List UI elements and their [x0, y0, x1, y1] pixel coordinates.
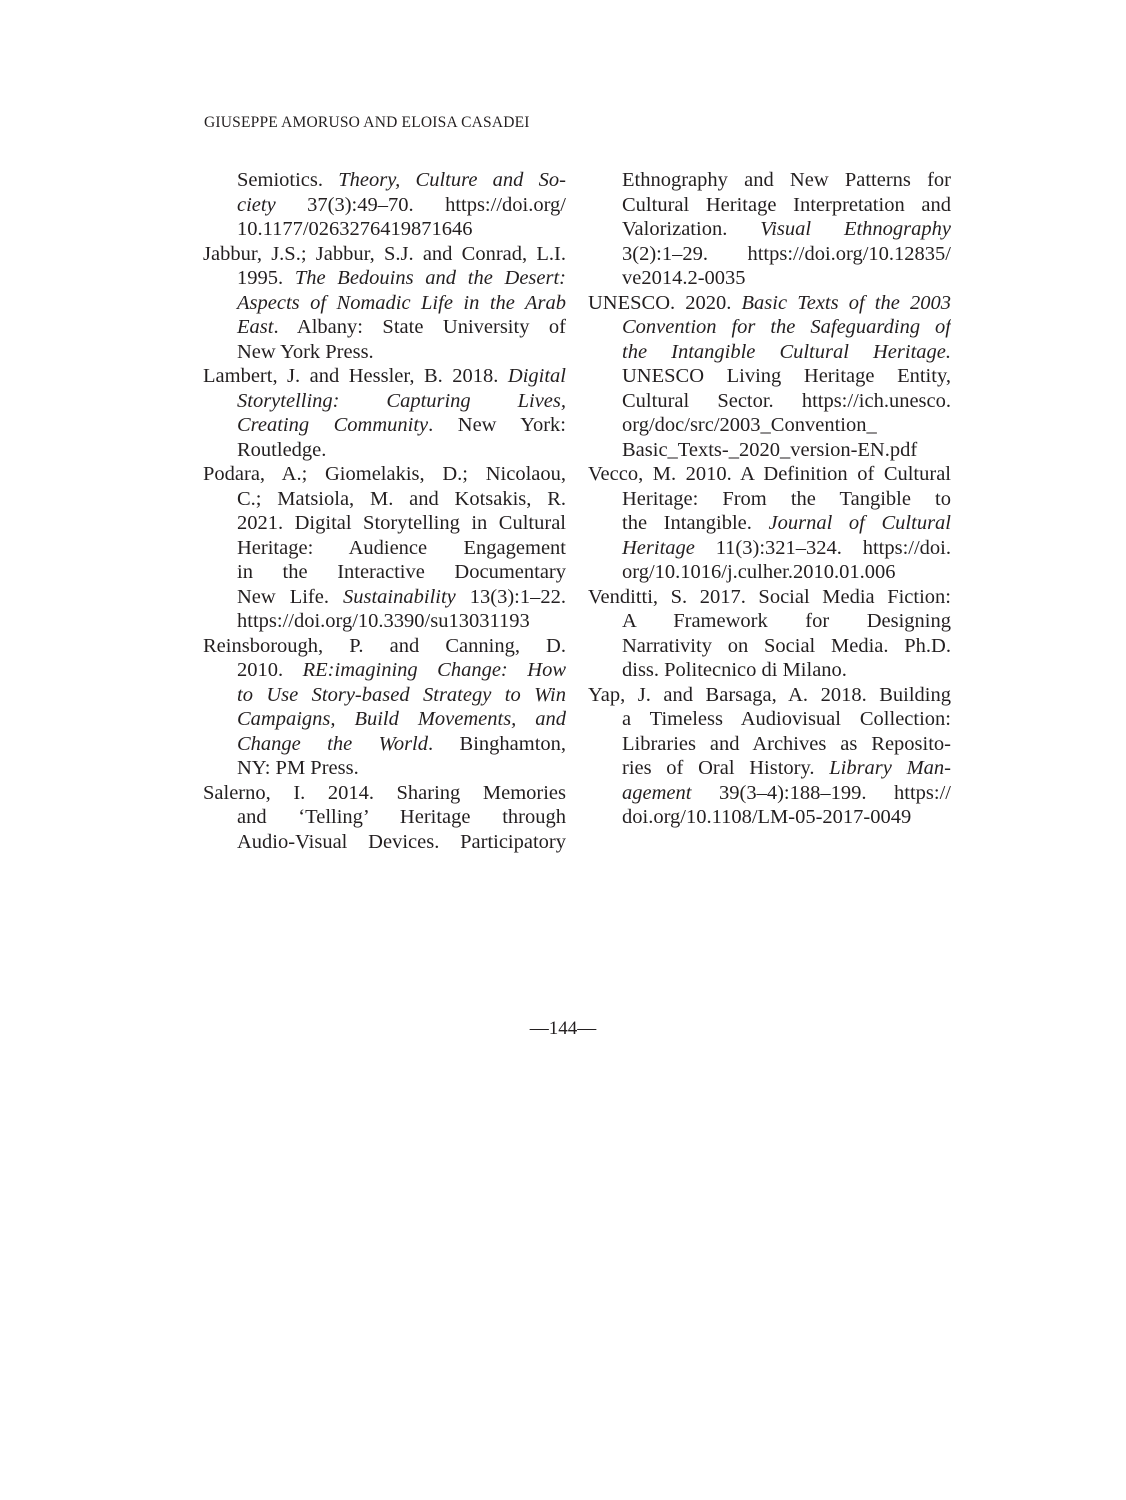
reference-line: [203, 413, 566, 438]
reference-text: Vecco, M. 2010. A Definition of Cultural: [588, 463, 951, 485]
reference-text: Cultural Sector. https://ich.unesco.: [622, 389, 951, 412]
reference-text: Jabbur, J.S.; Jabbur, S.J. and Conrad, L.I.: [203, 242, 566, 265]
reference-line: [203, 168, 566, 193]
reference-text: . New York:: [428, 414, 566, 436]
reference-line: [588, 560, 951, 585]
reference-line: [203, 585, 566, 610]
reference-line: [588, 683, 951, 708]
reference-line: [203, 315, 566, 340]
reference-text: a Timeless Audiovisual Collection:: [622, 708, 951, 730]
reference-text: 37(3):49–70. https://doi.org/: [275, 193, 566, 216]
reference-line: [588, 168, 951, 193]
reference-line: [203, 291, 566, 316]
reference-text: Cultural Heritage Interpretation and: [622, 193, 951, 216]
reference-text: New Life.: [237, 585, 343, 608]
reference-line: [203, 707, 566, 732]
references-left-column: [203, 168, 566, 854]
italic-title-text: Creating Community: [237, 414, 429, 436]
reference-text: Salerno, I. 2014. Sharing Memories: [203, 781, 566, 804]
reference-line: [203, 830, 566, 855]
reference-line: [203, 805, 566, 830]
reference-line: [588, 511, 951, 536]
italic-title-text: Change the World: [237, 732, 428, 755]
reference-text: 1995.: [237, 267, 295, 289]
reference-text: A Framework for Designing: [622, 610, 951, 632]
reference-entry: [588, 168, 951, 291]
reference-text: . Binghamton,: [428, 732, 566, 755]
reference-text: org/doc/src/2003_Convention_: [622, 414, 877, 436]
italic-title-text: Aspects of Nomadic Life in the Arab: [237, 291, 566, 314]
italic-title-text: Visual Ethnography: [760, 218, 951, 240]
reference-line: [588, 291, 951, 316]
reference-text: Libraries and Archives as Reposito-: [622, 732, 951, 755]
references-right-column: [588, 168, 951, 830]
reference-line: [588, 340, 951, 365]
reference-text: org/10.1016/j.culher.2010.01.006: [622, 561, 896, 583]
reference-text: UNESCO. 2020.: [588, 291, 742, 314]
reference-text: doi.org/10.1108/LM-05-2017-0049: [622, 806, 912, 828]
reference-entry: [203, 781, 566, 855]
reference-text: 10.1177/0263276419871646: [237, 218, 473, 240]
reference-line: [588, 193, 951, 218]
reference-text: . Albany: State University of: [273, 316, 566, 338]
reference-line: [588, 781, 951, 806]
reference-text: C.; Matsiola, M. and Kotsakis, R.: [237, 487, 566, 510]
reference-text: Routledge.: [237, 438, 327, 461]
reference-text: NY: PM Press.: [237, 757, 359, 779]
reference-line: [588, 756, 951, 781]
reference-line: [588, 438, 951, 463]
reference-entry: [203, 242, 566, 365]
reference-line: [588, 487, 951, 512]
reference-line: [588, 805, 951, 830]
running-head: GIUSEPPE AMORUSO AND ELOISA CASADEI: [204, 114, 530, 131]
reference-line: [588, 266, 951, 291]
italic-title-text: Sustainability: [343, 585, 456, 608]
reference-line: [203, 487, 566, 512]
italic-title-text: to Use Story-based Strategy to Win: [237, 683, 566, 706]
italic-title-text: Digital: [507, 365, 566, 387]
reference-text: Venditti, S. 2017. Social Media Fiction:: [588, 585, 951, 608]
italic-title-text: Storytelling: Capturing Lives,: [237, 389, 566, 412]
italic-title-text: Journal of Cultural: [768, 512, 951, 534]
reference-line: [588, 389, 951, 414]
italic-title-text: Basic Texts of the 2003: [741, 291, 951, 314]
reference-line: [203, 438, 566, 463]
reference-line: [588, 217, 951, 242]
reference-text: 11(3):321–324. https://doi.: [694, 536, 951, 559]
reference-entry: [588, 462, 951, 585]
reference-line: [588, 536, 951, 561]
italic-title-text: the Intangible Cultural Heritage.: [622, 340, 951, 363]
reference-text: https://doi.org/10.3390/su13031193: [237, 610, 530, 632]
reference-line: [203, 732, 566, 757]
reference-line: [203, 364, 566, 389]
italic-title-text: The Bedouins and the Desert:: [294, 267, 566, 289]
reference-text: New York Press.: [237, 340, 374, 363]
italic-title-text: agement: [622, 781, 692, 804]
reference-line: [588, 634, 951, 659]
reference-text: Ethnography and New Patterns for: [622, 169, 951, 191]
reference-line: [203, 634, 566, 659]
reference-line: [588, 462, 951, 487]
reference-line: [203, 756, 566, 781]
reference-text: the Intangible.: [622, 512, 769, 534]
reference-text: 13(3):1–22.: [455, 585, 566, 608]
reference-text: Lambert, J. and Hessler, B. 2018.: [203, 365, 508, 387]
reference-entry: [203, 462, 566, 634]
reference-line: [588, 732, 951, 757]
reference-line: [588, 315, 951, 340]
reference-line: [203, 609, 566, 634]
reference-entry: [203, 168, 566, 242]
reference-line: [203, 242, 566, 267]
reference-text: and ‘Telling’ Heritage through: [237, 806, 566, 828]
reference-line: [203, 683, 566, 708]
italic-title-text: Heritage: [622, 536, 695, 559]
reference-text: Basic_Texts-_2020_version-EN.pdf: [622, 438, 918, 461]
italic-title-text: Theory, Culture and So-: [338, 169, 566, 191]
italic-title-text: RE:imagining Change: How: [302, 659, 566, 681]
reference-line: [203, 511, 566, 536]
reference-line: [203, 536, 566, 561]
reference-line: [588, 413, 951, 438]
reference-text: 39(3–4):188–199. https://: [691, 781, 951, 804]
reference-line: [203, 389, 566, 414]
reference-text: 2010.: [237, 659, 303, 681]
reference-line: [588, 585, 951, 610]
reference-text: 3(2):1–29. https://doi.org/10.12835/: [622, 242, 951, 265]
reference-line: [203, 462, 566, 487]
reference-text: Reinsborough, P. and Canning, D.: [203, 634, 566, 657]
reference-line: [203, 266, 566, 291]
reference-text: in the Interactive Documentary: [237, 561, 566, 583]
italic-title-text: Convention for the Safeguarding of: [622, 316, 951, 338]
reference-line: [203, 193, 566, 218]
reference-text: Valorization.: [622, 218, 761, 240]
page-number: —144—: [529, 1018, 597, 1039]
reference-line: [203, 560, 566, 585]
reference-line: [588, 364, 951, 389]
reference-text: Semiotics.: [237, 169, 339, 191]
reference-text: diss. Politecnico di Milano.: [622, 659, 847, 681]
reference-line: [588, 707, 951, 732]
reference-line: [203, 217, 566, 242]
reference-line: [588, 242, 951, 267]
italic-title-text: Campaigns, Build Movements, and: [237, 708, 566, 730]
reference-line: [588, 609, 951, 634]
reference-text: Heritage: Audience Engagement: [237, 536, 566, 559]
italic-title-text: East: [237, 316, 274, 338]
reference-line: [588, 658, 951, 683]
reference-entry: [203, 634, 566, 781]
reference-entry: [588, 585, 951, 683]
reference-text: Narrativity on Social Media. Ph.D.: [622, 634, 951, 657]
reference-text: Heritage: From the Tangible to: [622, 487, 951, 510]
reference-line: [203, 781, 566, 806]
reference-entry: [203, 364, 566, 462]
reference-text: Yap, J. and Barsaga, A. 2018. Building: [588, 683, 951, 706]
reference-text: Audio-Visual Devices. Participatory: [237, 830, 566, 853]
reference-text: Podara, A.; Giomelakis, D.; Nicolaou,: [203, 463, 566, 485]
reference-text: ries of Oral History.: [622, 757, 830, 779]
reference-text: 2021. Digital Storytelling in Cultural: [237, 512, 566, 534]
reference-line: [203, 658, 566, 683]
reference-text: UNESCO Living Heritage Entity,: [622, 365, 951, 387]
reference-line: [203, 340, 566, 365]
reference-text: ve2014.2-0035: [622, 267, 746, 289]
reference-entry: [588, 683, 951, 830]
italic-title-text: ciety: [237, 193, 276, 216]
italic-title-text: Library Man-: [829, 757, 951, 779]
reference-entry: [588, 291, 951, 463]
